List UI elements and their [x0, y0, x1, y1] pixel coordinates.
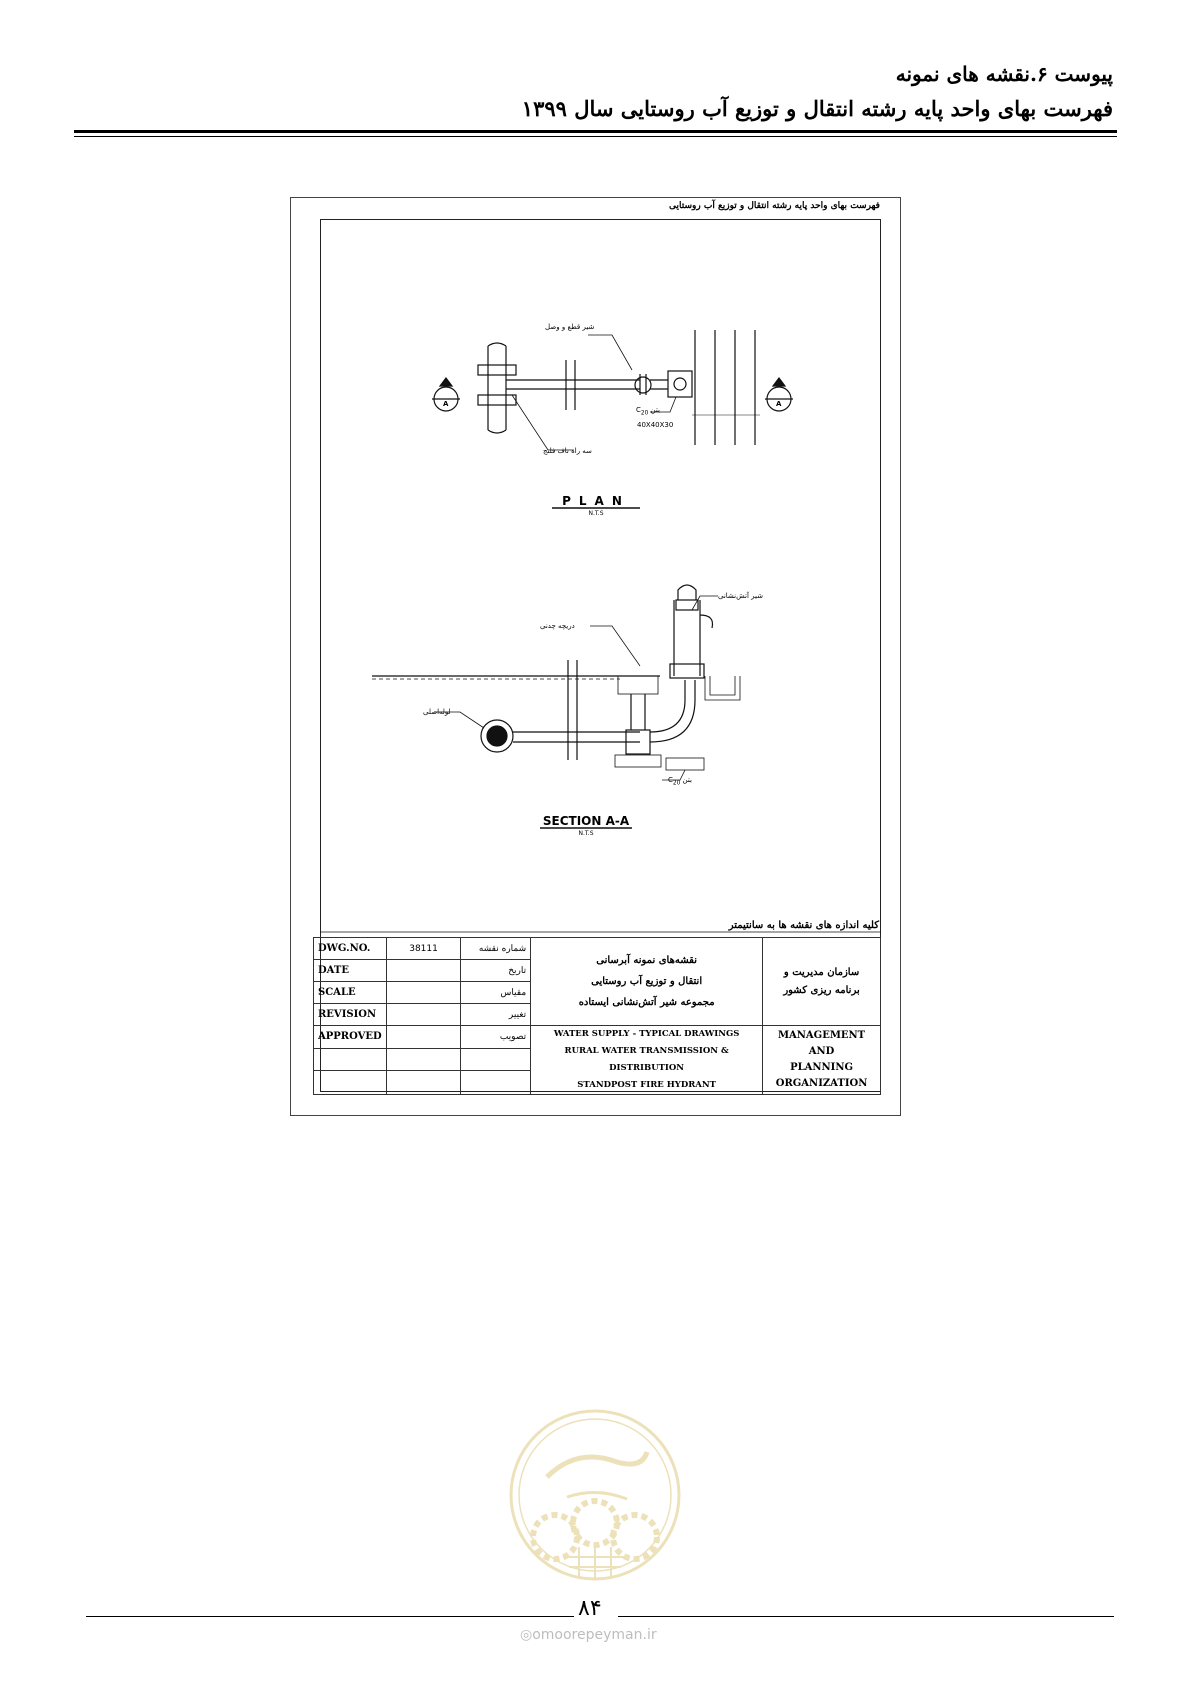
tb-row-value: [386, 1026, 461, 1049]
tb-row-value: [386, 1004, 461, 1026]
footer-rule-right: [618, 1616, 1114, 1617]
tb-title-fa-line: مجموعه شیر آتش‌نشانی ایستاده: [578, 997, 715, 1008]
website-text: omoorepeyman.ir: [532, 1627, 657, 1643]
label-concrete-sub: 20: [640, 410, 649, 417]
tb-title-en-line: WATER SUPPLY - TYPICAL DRAWINGS: [553, 1029, 740, 1039]
tb-org-fa-line: سازمان مدیریت و: [783, 966, 860, 978]
section-mark-right: A: [776, 400, 782, 408]
footer-rule-left: [86, 1616, 574, 1617]
tb-drawing-title-en: [531, 1026, 763, 1095]
tb-row-value: [386, 960, 461, 982]
tb-empty-cell: [386, 1048, 461, 1071]
watermark-logo: [507, 1407, 683, 1583]
tb-title-fa-line: انتقال و توزیع آب روستایی: [591, 976, 703, 987]
tb-empty-cell: [386, 1071, 461, 1095]
tb-empty-cell: [461, 1071, 531, 1095]
page-header-line1: پیوست ۶.نقشه های نمونه: [895, 62, 1113, 86]
label-union-valve: شیر قطع و وصل: [545, 323, 595, 331]
tb-row-label-fa: مقیاس: [461, 982, 531, 1004]
dimension-note: کلیه اندازه های نقشه ها به سانتیمتر: [728, 920, 879, 931]
tb-row-label-en: APPROVED: [314, 1026, 387, 1049]
tb-title-fa-line: نقشه‌های نمونه آبرسانی: [596, 955, 697, 966]
label-plan-concrete: [636, 406, 660, 416]
label-concrete-text: بتن C: [636, 406, 660, 414]
tb-org-en-line: MANAGEMENT AND: [777, 1030, 866, 1057]
tb-row-label-fa: تغییر: [461, 1004, 531, 1026]
tb-row-value: [386, 982, 461, 1004]
tb-row-value: 38111: [386, 938, 461, 960]
section-scale: N.T.S: [578, 830, 594, 837]
tb-organization-fa: [763, 938, 881, 1026]
sheet-top-caption: فهرست بهای واحد پایه رشته انتقال و توزیع آب روستایی: [669, 201, 880, 211]
label-block-size: 40X40X30: [637, 421, 674, 429]
tb-org-en-line: ORGANIZATION: [775, 1078, 868, 1089]
tb-title-en-line: RURAL WATER TRANSMISSION & DISTRIBUTION: [564, 1046, 729, 1073]
label-section-concrete-sub: 20: [672, 780, 681, 787]
tb-row-label-fa: تصویب: [461, 1026, 531, 1049]
section-mark-left: A: [443, 400, 449, 408]
tb-row-label-fa: تاریخ: [461, 960, 531, 982]
label-section-concrete: [668, 776, 692, 786]
tb-empty-cell: [314, 1071, 387, 1095]
section-title: SECTION A-A: [542, 814, 630, 828]
label-main-pipe: لوله‌اصلی: [423, 708, 451, 716]
plan-scale: N.T.S: [588, 510, 604, 517]
tb-title-en-line: STANDPOST FIRE HYDRANT: [577, 1080, 716, 1090]
label-tee: سه راه ناف فلنج: [543, 447, 592, 455]
tb-org-fa-line: برنامه ریزی کشور: [783, 984, 860, 996]
plan-title: PLAN: [562, 494, 630, 508]
page-header-line2: فهرست بهای واحد پایه رشته انتقال و توزیع آب روستایی سال ۱۳۹۹: [521, 96, 1113, 121]
tb-drawing-title-fa: [531, 938, 763, 1026]
label-hydrant-valve: شیر آتش‌نشانی: [718, 592, 763, 600]
tb-row-label-en: DWG.NO.: [314, 938, 387, 960]
page-number: ۸۴: [578, 1596, 602, 1621]
tb-organization-en: [763, 1026, 881, 1095]
tb-empty-cell: [314, 1048, 387, 1071]
website-icon: ◎: [520, 1627, 533, 1643]
website-watermark: [520, 1627, 657, 1643]
label-section-concrete-text: بتن C: [668, 776, 692, 784]
tb-org-en-line: PLANNING: [790, 1062, 854, 1073]
tb-row-label-fa: شماره نقشه: [461, 938, 531, 960]
label-cast-iron-cover: دریچه چدنی: [540, 622, 575, 630]
tb-empty-cell: [461, 1048, 531, 1071]
tb-row-label-en: DATE: [314, 960, 387, 982]
tb-row-label-en: REVISION: [314, 1004, 387, 1026]
tb-row-label-en: SCALE: [314, 982, 387, 1004]
title-block: [313, 937, 881, 1095]
